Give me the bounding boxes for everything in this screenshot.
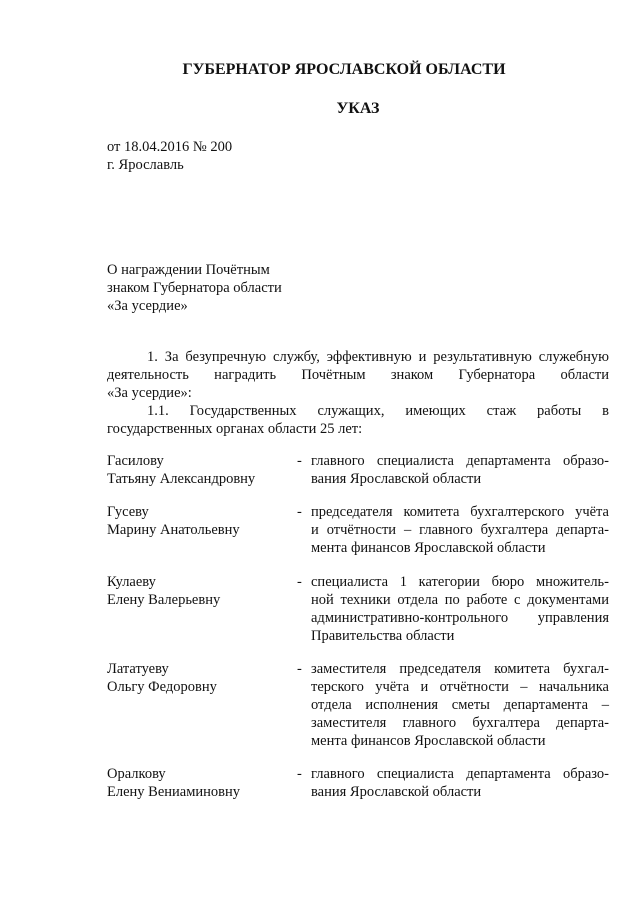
subject-line-2: знаком Губернатора области xyxy=(107,280,282,296)
recipient-position xyxy=(311,503,609,557)
recipient-surname: Гусеву xyxy=(107,504,149,520)
position-line: главного специалиста департамента образо- xyxy=(311,453,609,469)
recipient-dash: - xyxy=(297,661,302,677)
document-type: УКАЗ xyxy=(336,100,380,117)
recipient-name xyxy=(107,660,287,696)
recipient-surname: Гасилову xyxy=(107,453,164,469)
recipient-surname: Лататуеву xyxy=(107,661,169,677)
document-date-number: от 18.04.2016 № 200 xyxy=(107,139,233,155)
recipient-surname: Оралкову xyxy=(107,766,166,782)
position-line: председателя комитета бухгалтерского учёта xyxy=(311,504,609,520)
recipient-position xyxy=(311,765,609,801)
recipient-dash: - xyxy=(297,504,302,520)
document-city: г. Ярославль xyxy=(107,157,184,173)
position-line: административно-контрольного управления xyxy=(311,610,609,626)
recipient-dash: - xyxy=(297,766,302,782)
paragraph-1-1-line-2: государственных органах области 25 лет: xyxy=(107,421,363,437)
recipient-given-names: Марину Анатольевну xyxy=(107,522,240,538)
recipient-given-names: Татьяну Александровну xyxy=(107,471,256,487)
position-line: мента финансов Ярославской области xyxy=(311,540,546,556)
recipient-name xyxy=(107,452,287,488)
paragraph-1-1 xyxy=(107,402,609,438)
position-line: отдела исполнения сметы департамента – xyxy=(311,697,609,713)
recipient-name xyxy=(107,765,287,801)
recipient-name xyxy=(107,573,287,609)
recipient-given-names: Елену Валерьевну xyxy=(107,592,221,608)
position-line: заместителя председателя комитета бухгал- xyxy=(311,661,609,677)
paragraph-1-line-3: «За усердие»: xyxy=(107,385,192,401)
position-line: мента финансов Ярославской области xyxy=(311,733,546,749)
position-line: Правительства области xyxy=(311,628,455,644)
recipient-position xyxy=(311,452,609,488)
paragraph-1-line-1: 1. За безупречную службу, эффективную и результативную служебную xyxy=(147,349,609,365)
position-line: вания Ярославской области xyxy=(311,471,482,487)
recipient-position xyxy=(311,660,609,750)
position-line: терского учёта и отчётности – начальника xyxy=(311,679,609,695)
recipient-position xyxy=(311,573,609,645)
recipient-name xyxy=(107,503,287,539)
recipient-surname: Кулаеву xyxy=(107,574,156,590)
recipient-given-names: Ольгу Федоровну xyxy=(107,679,217,695)
position-line: и отчётности – главного бухгалтера департа- xyxy=(311,522,609,538)
position-line: специалиста 1 категории бюро множитель- xyxy=(311,574,609,590)
recipient-given-names: Елену Вениаминовну xyxy=(107,784,241,800)
paragraph-1-1-line-1: 1.1. Государственных служащих, имеющих стаж работы в xyxy=(147,403,609,419)
recipient-dash: - xyxy=(297,574,302,590)
paragraph-1 xyxy=(107,348,609,402)
position-line: ной техники отдела по работе с документами xyxy=(311,592,609,608)
subject-line-1: О награждении Почётным xyxy=(107,262,270,278)
position-line: главного специалиста департамента образо- xyxy=(311,766,609,782)
document-header-title: ГУБЕРНАТОР ЯРОСЛАВСКОЙ ОБЛАСТИ xyxy=(182,61,506,78)
paragraph-1-line-2: деятельность наградить Почётным знаком Губернатора области xyxy=(107,367,609,383)
subject-line-3: «За усердие» xyxy=(107,298,188,314)
position-line: заместителя главного бухгалтера департа- xyxy=(311,715,609,731)
position-line: вания Ярославской области xyxy=(311,784,482,800)
recipient-dash: - xyxy=(297,453,302,469)
